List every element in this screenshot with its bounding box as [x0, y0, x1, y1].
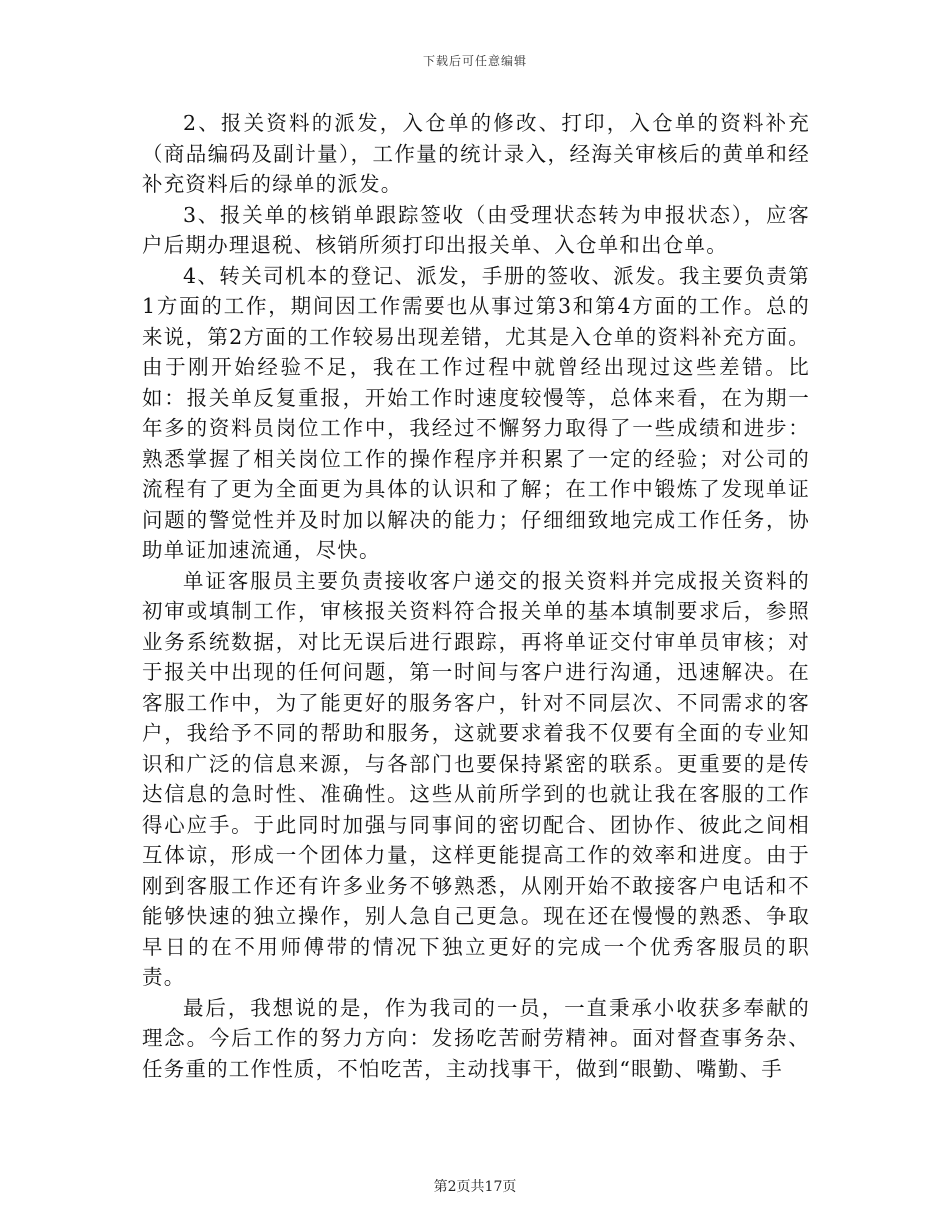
document-body — [142, 108, 810, 1084]
paragraph-customer-service: 单证客服员主要负责接收客户递交的报关资料并完成报关资料的初审或填制工作，审核报关资料符合报关单的基本填制要求后，参照业务系统数据，对比无误后进行跟踪，再将单证交付审单员审核；对于报关中出现的任何问题，第一时间与客户进行沟通，迅速解决。在客服工作中，为了能更好的服务客户，针对不同层次、不同需求的客户，我给予不同的帮助和服务，这就要求着我不仅要有全面的专业知识和广泛的信息来源，与各部门也要保持紧密的联系。更重要的是传达信息的急时性、准确性。这些从前所学到的也就让我在客服的工作得心应手。于此同时加强与同事间的密切配合、团协作、彼此之间相互体谅，形成一个团体力量，这样更能提高工作的效率和进度。由于刚到客服工作还有许多业务不够熟悉，从刚开始不敢接客户电话和不能够快速的独立操作，别人急自己更急。现在还在慢慢的熟悉、争取早日的在不用师傅带的情况下独立更好的完成一个优秀客服员的职责。 — [142, 568, 810, 989]
paragraph-item-2: 2、报关资料的派发，入仓单的修改、打印，入仓单的资料补充（商品编码及副计量），工作量的统计录入，经海关审核后的黄单和经补充资料后的绿单的派发。 — [142, 111, 810, 196]
paragraph-item-3: 3、报关单的核销单跟踪签收（由受理状态转为申报状态），应客户后期办理退税、核销所须打印出报关单、入仓单和出仓单。 — [142, 202, 810, 257]
page-number-footer: 第2页共17页 — [433, 1179, 517, 1195]
paragraph-conclusion: 最后，我想说的是，作为我司的一员，一直秉承小收获多奉献的理念。今后工作的努力方向：发扬吃苦耐劳精神。面对督查事务杂、任务重的工作性质，不怕吃苦，主动找事干，做到“眼勤、嘴勤、手 — [142, 995, 810, 1081]
page-header: 下载后可任意编辑 — [422, 54, 527, 68]
paragraph-item-4: 4、转关司机本的登记、派发，手册的签收、派发。我主要负责第1方面的工作，期间因工作需要也从事过第3和第4方面的工作。总的来说，第2方面的工作较易出现差错，尤其是入仓单的资料补充方面。由于刚开始经验不足，我在工作过程中就曾经出现过这些差错。比如：报关单反复重报，开始工作时速度较慢等，总体来看，在为期一年多的资料员岗位工作中，我经过不懈努力取得了一些成绩和进步：熟悉掌握了相关岗位工作的操作程序并积累了一定的经验；对公司的流程有了更为全面更为具体的认识和了解；在工作中锻炼了发现单证问题的警觉性并及时加以解决的能力；仔细细致地完成工作任务，协助单证加速流通，尽快。 — [142, 263, 810, 562]
